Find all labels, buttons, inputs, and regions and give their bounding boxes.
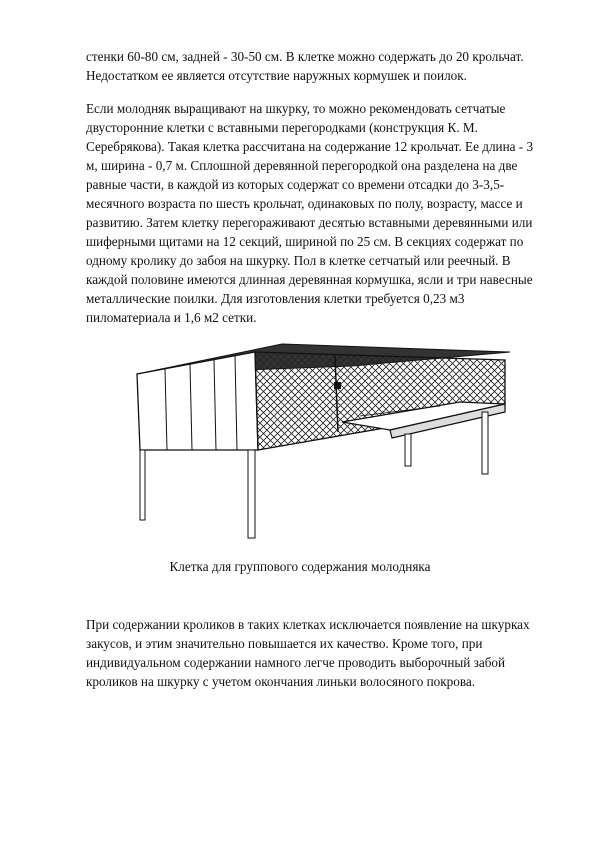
paragraph-3: При содержании кроликов в таких клетках исключается появление на шкурках закусов, и этим значительно повышается их качество. Кроме того, при индивидуальном содержании намного легче проводить выборочный забой кроликов на шкурку с учетом окончания линьки волосяного покрова. bbox=[86, 617, 530, 689]
paragraph-1: стенки 60-80 см, задней - 30-50 см. В клетке можно содержать до 20 крольчат. Недостатком ее является отсутствие наружных кормушек и поилок. bbox=[86, 49, 524, 83]
paragraph-2: Если молодняк выращивают на шкурку, то можно рекомендовать сетчатые двусторонние клетки с вставными перегородками (конструкция К. М. Серебрякова). Такая клетка рассчитана на содержание 12 крольчат. Ее длина - 3 м, ширина - 0,7 м. Сплошной деревянной перегородкой она разделена на две равные части, в каждой из которых содержат со времени отсадки до 3-3,5-месячного возраста по шесть крольчат, одинаковых по полу, возрасту, массе и развитию. Затем клетку перегораживают десятью вставными деревянными или шиферными щитами на 12 секций, шириной по 25 см. В секциях содержат по одному кролику до забоя на шкурку. Пол в клетке сетчатый или реечный. В каждой половине имеются длинная деревянная кормушка, ясли и три навесные металлические поилки. Для изготовления клетки требуется 0,23 м3 пиломатериала и 1,6 м2 сетки. bbox=[86, 101, 534, 325]
figure-caption: Клетка для группового содержания молодняка bbox=[169, 559, 431, 574]
rabbit-cage-illustration bbox=[120, 332, 520, 547]
